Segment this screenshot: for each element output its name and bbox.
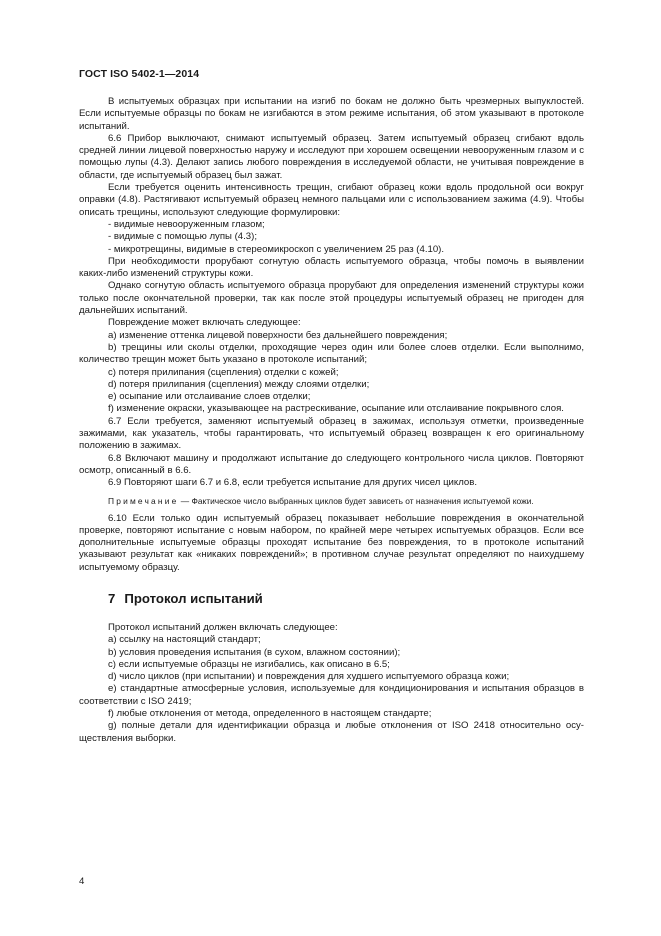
paragraph: В испытуемых образцах при испытании на изгиб по бокам не должно быть чрезмерных выпуклостей. Если испытуемые образцы по бокам не изгибаются в этом режиме испытания, об этом указывают в протоколе испытаний. [79, 96, 584, 132]
section-heading [79, 591, 584, 607]
list-item: - видимые невооруженным глазом; [108, 218, 265, 230]
list-item: a) ссылку на настоящий стандарт; [108, 634, 261, 646]
paragraph-6-10: 6.10 Если только один испытуемый образец показывает небольшие повреждения в окончательной проверке, повторяют испытание с новым набором, по крайней мере четырех испытуемых образцов. Если все дополнительные испытуемые образцы проходят испытание без повреждения, то в протоколе испытаний указывают результат как «никаких повреждений»; в противном случае результат определяют по наихудшему испытуемому образцу. [79, 512, 584, 573]
note [79, 496, 584, 507]
page-number: 4 [79, 876, 85, 887]
paragraph-6-6: 6.6 Прибор выключают, снимают испытуемый образец. Затем испытуемый образец сгибают вдоль средней линии лицевой поверхностью наружу и исследуют при хорошем освещении невооруженным глазом и с помощью лупы (4.3). Делают запись любого повреждения в исследуемой области, не учитывая повреждение в области, где испытуемый образец был зажат. [79, 132, 584, 181]
paragraph-6-7: 6.7 Если требуется, заменяют испытуемый образец в зажимах, используя отметки, произведенные зажимами, как указатель, чтобы гарантировать, что испытуемый образец возвращен к его оригинальному положению в зажимах. [79, 415, 584, 452]
paragraph: Однако согнутую область испытуемого образца прорубают для определения изменений структуры кожи только после окончательной проверки, так как после этой процедуры испытуемый образец не пригоден для дальнейших испытаний. [79, 280, 584, 317]
list-item: a) изменение оттенка лицевой поверхности без дальнейшего повреждения; [108, 329, 448, 341]
paragraph-6-9: 6.9 Повторяют шаги 6.7 и 6.8, если требуется испытание для других чисел циклов. [108, 477, 478, 489]
document-header: ГОСТ ISO 5402-1—2014 [79, 68, 200, 80]
list-item: d) потеря прилипания (сцепления) между слоями отделки; [108, 378, 370, 390]
document-body [79, 96, 584, 745]
note-text: — Фактическое число выбранных циклов будет зависеть от назначения испытуемой кожи. [178, 495, 534, 506]
list-item: d) число циклов (при испытании) и повреждения для худшего испытуемого образца кожи; [108, 671, 510, 683]
list-item: g) полные детали для идентификации образца и любые отклонения от ISO 2418 относительно осуществления выборки. [79, 720, 584, 744]
section-title: Протокол испытаний [124, 590, 263, 606]
paragraph: При необходимости прорубают согнутую область испытуемого образца, чтобы помочь в выявлении каких-либо изменений структуры кожи. [79, 255, 584, 280]
list-item: f) изменение окраски, указывающее на растрескивание, осыпание или отслаивание покрывного слоя. [108, 403, 564, 415]
list-item: e) осыпание или отслаивание слоев отделки; [108, 391, 311, 403]
list-item: f) любые отклонения от метода, определенного в настоящем стандарте; [108, 708, 432, 720]
list-item: b) условия проведения испытания (в сухом, влажном состоянии); [108, 646, 401, 658]
paragraph: Протокол испытаний должен включать следующее: [108, 621, 338, 633]
list-item: c) если испытуемые образцы не изгибались, как описано в 6.5; [108, 658, 390, 670]
note-label: Примечание [108, 495, 179, 506]
paragraph: Повреждение может включать следующее: [108, 317, 301, 329]
section-number: 7 [108, 590, 116, 606]
list-item: e) стандартные атмосферные условия, используемые для кондиционирования и испытания образцов в соответствии с ISO 2419; [79, 683, 584, 707]
paragraph-6-8: 6.8 Включают машину и продолжают испытание до следующего контрольного числа циклов. Повторяют осмотр, описанный в 6.6. [79, 452, 584, 476]
list-item: c) потеря прилипания (сцепления) отделки с кожей; [108, 366, 339, 378]
list-item: - видимые с помощью лупы (4.3); [108, 231, 257, 243]
paragraph: Если требуется оценить интенсивность трещин, сгибают образец кожи вдоль продольной оси вокруг оправки (4.8). Растягивают испытуемый образец немного пальцами или с использованием зажима (4.9). Чтобы описать трещины, используют следующие формулировки: [79, 182, 584, 218]
list-item: - микротрещины, видимые в стереомикроскоп с увеличением 25 раз (4.10). [108, 243, 445, 255]
list-item: b) трещины или сколы отделки, проходящие через один или более слоев отделки. Если выполнимо, количество трещин может быть указано в протоколе испытаний; [79, 341, 584, 366]
